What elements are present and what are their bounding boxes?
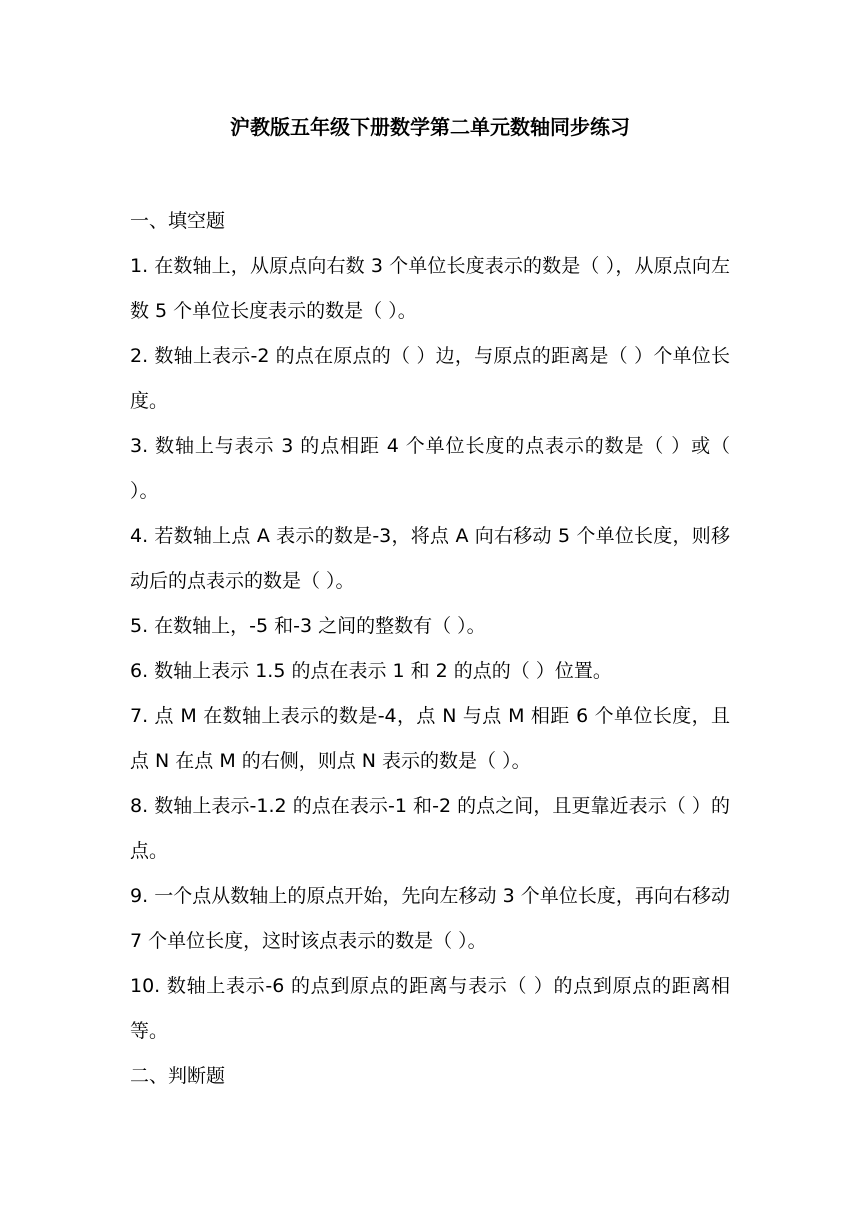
question-5: 5. 在数轴上，-5 和-3 之间的整数有（ ）。 xyxy=(130,615,486,637)
section-heading-fill-in: 一、填空题 xyxy=(130,210,226,232)
question-7: 7. 点 M 在数轴上表示的数是-4，点 N 与点 M 相距 6 个单位长度，且点 N 在点 M 的右侧，则点 N 表示的数是（ ）。 xyxy=(130,705,730,772)
question-6: 6. 数轴上表示 1.5 的点在表示 1 和 2 的点的（ ）位置。 xyxy=(130,660,612,682)
page-title: 沪教版五年级下册数学第二单元数轴同步练习 xyxy=(230,115,630,139)
section-heading-true-false: 二、判断题 xyxy=(130,1065,226,1087)
document-body xyxy=(130,199,730,1099)
question-3: 3. 数轴上与表示 3 的点相距 4 个单位长度的点表示的数是（ ）或（ ）。 xyxy=(130,435,730,502)
question-8: 8. 数轴上表示-1.2 的点在表示-1 和-2 的点之间，且更靠近表示（ ）的点。 xyxy=(130,795,730,862)
question-4: 4. 若数轴上点 A 表示的数是-3，将点 A 向右移动 5 个单位长度，则移动后的点表示的数是（ ）。 xyxy=(130,525,730,592)
question-10: 10. 数轴上表示-6 的点到原点的距离与表示（ ）的点到原点的距离相等。 xyxy=(130,975,730,1042)
question-9: 9. 一个点从数轴上的原点开始，先向左移动 3 个单位长度，再向右移动 7 个单位长度，这时该点表示的数是（ ）。 xyxy=(130,885,730,952)
question-1: 1. 在数轴上，从原点向右数 3 个单位长度表示的数是（ ），从原点向左数 5 个单位长度表示的数是（ ）。 xyxy=(130,255,730,322)
question-2: 2. 数轴上表示-2 的点在原点的（ ）边，与原点的距离是（ ）个单位长度。 xyxy=(130,345,730,412)
